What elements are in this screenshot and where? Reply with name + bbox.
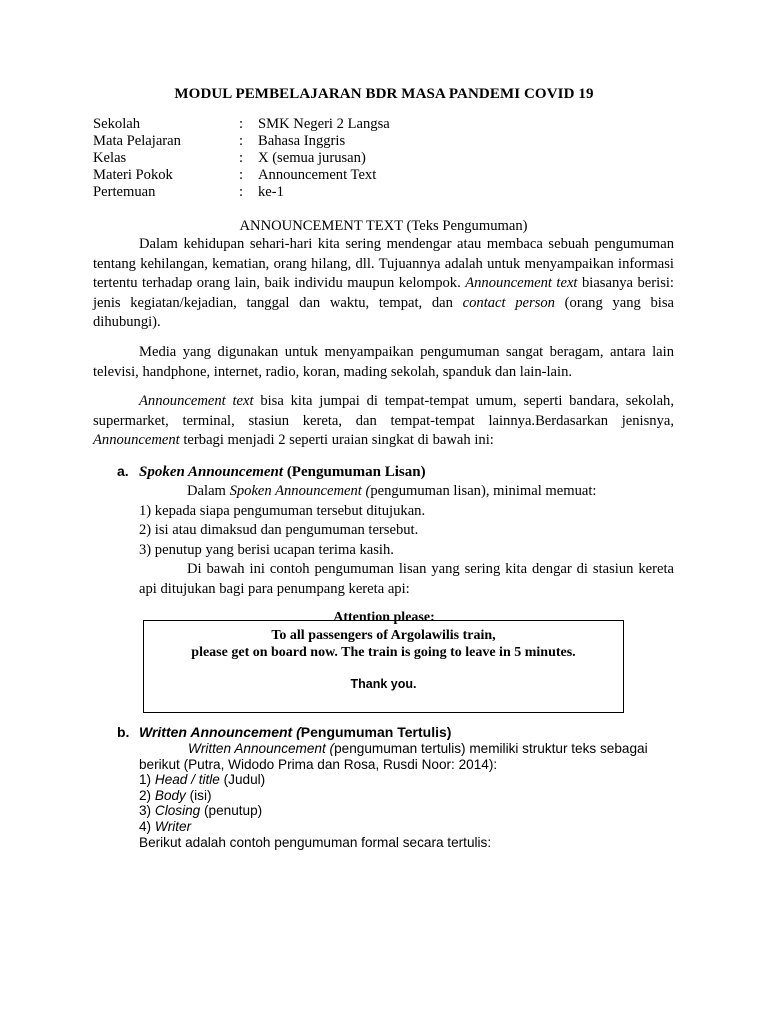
body-text: pengumuman lisan), minimal memuat: xyxy=(370,483,597,499)
body-text: pengumuman tertulis) memiliki struktur teks sebagai xyxy=(334,741,648,756)
info-label: Kelas xyxy=(93,150,127,166)
list-item xyxy=(139,788,679,804)
section-a-heading xyxy=(117,462,426,482)
list-marker: a. xyxy=(117,463,129,479)
page-title: MODUL PEMBELAJARAN BDR MASA PANDEMI COVID 19 xyxy=(174,86,594,102)
announcement-line: To all passengers of Argolawilis train, xyxy=(271,628,496,643)
paragraph-text: (orang yang bisa dihubungi). xyxy=(93,294,674,331)
info-label: Sekolah xyxy=(93,116,141,132)
info-row-topic xyxy=(93,167,390,184)
info-value: Bahasa Inggris xyxy=(258,133,346,149)
list-item xyxy=(139,803,679,819)
info-value: SMK Negeri 2 Langsa xyxy=(258,116,390,132)
item-italic-text: Writer xyxy=(154,818,192,834)
item-italic-text: Head / title xyxy=(154,772,220,788)
item-text: (isi) xyxy=(185,787,212,803)
item-text: (penutup) xyxy=(200,803,263,819)
announcement-thanks: Thank you. xyxy=(350,677,417,691)
list-item xyxy=(139,772,679,788)
section-b-intro xyxy=(139,741,679,757)
info-colon: : xyxy=(239,133,244,149)
section-a-intro xyxy=(139,482,674,502)
list-item: 1) kepada siapa pengumuman tersebut ditujukan. xyxy=(139,502,426,519)
info-label: Mata Pelajaran xyxy=(93,133,181,149)
section-b-heading xyxy=(117,723,451,741)
info-colon: : xyxy=(239,167,244,183)
item-number: 1) xyxy=(139,772,155,788)
section-b-closing: Berikut adalah contoh pengumuman formal secara tertulis: xyxy=(139,834,492,850)
location-paragraph xyxy=(93,392,674,451)
section-subtitle: ANNOUNCEMENT TEXT (Teks Pengumuman) xyxy=(239,218,528,234)
paragraph-text: biasanya berisi: jenis kegiatan/kejadian, tanggal dan waktu, tempat, dan xyxy=(93,275,674,311)
paragraph-italic-text: Announcement xyxy=(93,432,180,449)
item-italic-text: Closing xyxy=(154,803,201,819)
info-row-school xyxy=(93,116,390,133)
paragraph-text: terbagi menjadi 2 seperti uraian singkat di bawah ini: xyxy=(179,432,494,449)
intro-paragraph xyxy=(93,235,674,333)
info-row-subject xyxy=(93,133,390,150)
module-info-table xyxy=(93,116,390,201)
heading-text: Pengumuman Tertulis) xyxy=(300,724,452,740)
section-b-intro-cont: berikut (Putra, Widodo Prima dan Rosa, Rusdi Noor: 2014): xyxy=(139,756,498,772)
paragraph-text: bisa kita jumpai di tempat-tempat umum, seperti bandara, sekolah, supermarket, terminal, stasiun kereta, dan tempat-tempat lainnya.Berdasarkan jenisnya, xyxy=(93,393,674,429)
body-text: Dalam xyxy=(187,483,230,499)
paragraph-italic-text: contact person xyxy=(462,294,555,311)
info-colon: : xyxy=(239,150,244,166)
info-colon: : xyxy=(239,184,244,200)
item-number: 3) xyxy=(139,803,155,819)
paragraph-italic-text: Announcement text xyxy=(139,393,254,409)
info-value: Announcement Text xyxy=(258,167,377,183)
body-italic-text: Spoken Announcement ( xyxy=(229,483,371,499)
info-row-class xyxy=(93,150,390,167)
heading-italic-text: Spoken Announcement xyxy=(139,464,284,480)
heading-text: (Pengumuman Lisan) xyxy=(283,464,426,480)
item-italic-text: Body xyxy=(154,787,186,803)
heading-italic-text: Written Announcement ( xyxy=(139,724,301,740)
media-paragraph: Media yang digunakan untuk menyampaikan pengumuman sangat beragam, antara lain televisi, handphone, internet, radio, koran, mading sekolah, spanduk dan lain-lain. xyxy=(93,344,674,380)
paragraph-italic-text: Announcement text xyxy=(465,275,578,292)
list-item: 2) isi atau dimaksud dan pengumuman tersebut. xyxy=(139,522,419,538)
announcement-line: please get on board now. The train is going to leave in 5 minutes. xyxy=(191,645,576,660)
info-colon: : xyxy=(239,116,244,132)
info-label: Pertemuan xyxy=(93,184,156,200)
item-text: (Judul) xyxy=(219,772,266,788)
example-intro: Di bawah ini contoh pengumuman lisan yang sering kita dengar di stasiun kereta api ditujukan bagi para penumpang kereta api: xyxy=(139,561,674,597)
item-number: 4) xyxy=(139,818,155,834)
section-b-body xyxy=(139,741,679,850)
info-value: ke-1 xyxy=(258,184,284,200)
body-italic-text: Written Announcement ( xyxy=(188,741,335,756)
info-row-meeting xyxy=(93,184,390,201)
info-label: Materi Pokok xyxy=(93,167,173,183)
item-number: 2) xyxy=(139,787,155,803)
section-a-body xyxy=(139,482,674,599)
info-value: X (semua jurusan) xyxy=(258,150,366,166)
list-item: 3) penutup yang berisi ucapan terima kasih. xyxy=(139,541,394,558)
announcement-attention: Attention please: xyxy=(333,610,435,625)
list-marker: b. xyxy=(117,724,130,740)
paragraph-text: Dalam kehidupan sehari-hari kita sering mendengar atau membaca sebuah pengumuman tentang kehilangan, kematian, orang hilang, dll. Tujuannya adalah untuk menyampaikan informasi tertentu terhadap orang lain, baik individu maupun kelompok. xyxy=(93,236,674,292)
list-item xyxy=(139,819,679,835)
